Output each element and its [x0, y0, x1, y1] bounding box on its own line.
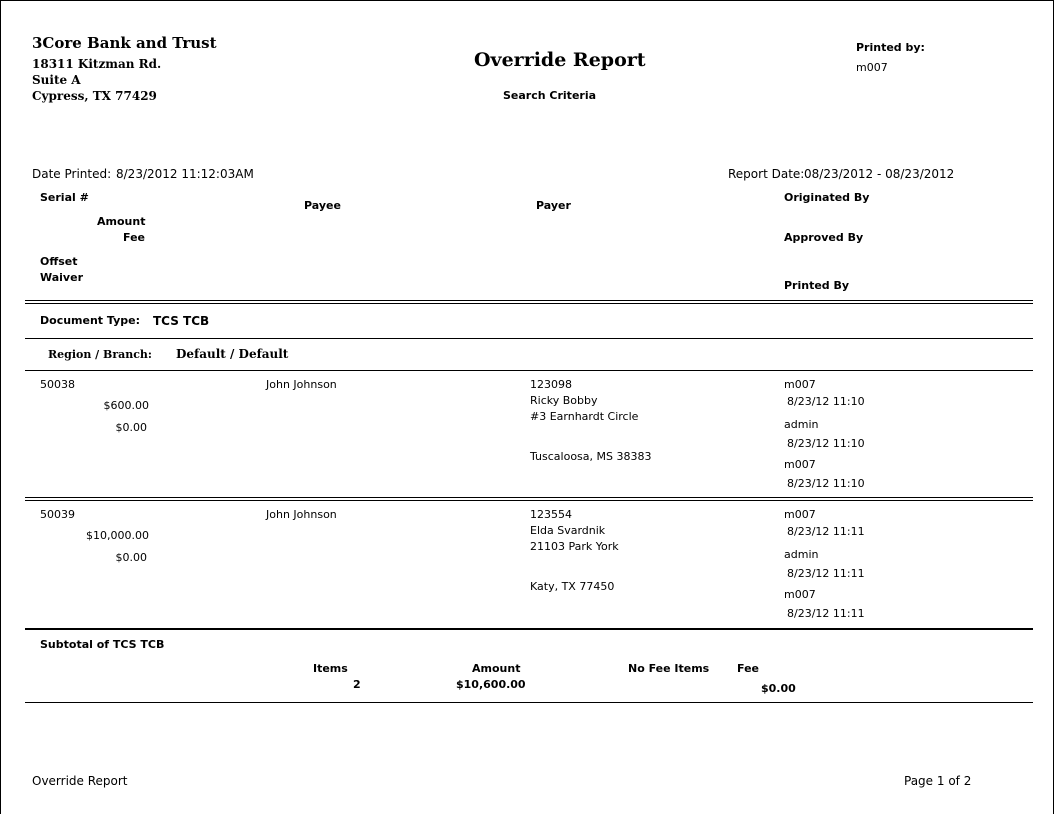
record-serial: 50038 [40, 378, 75, 391]
record-originated-by: m007 [784, 508, 816, 521]
record-divider-bottom [25, 500, 1033, 501]
header-divider-top [25, 300, 1033, 301]
bank-name: 3Core Bank and Trust [32, 34, 217, 52]
record-payee: John Johnson [266, 508, 337, 521]
record-fee: $0.00 [115, 551, 147, 564]
record-printed-by: m007 [784, 588, 816, 601]
bank-address-line1: 18311 Kitzman Rd. [32, 57, 162, 71]
date-printed-label: Date Printed: [32, 167, 112, 181]
subtotal-amount-label: Amount [472, 662, 521, 675]
header-divider-bottom [25, 303, 1033, 304]
report-title: Override Report [474, 49, 646, 71]
record-approved-by: admin [784, 548, 819, 561]
record-amount: $10,000.00 [86, 529, 149, 542]
col-fee: Fee [123, 231, 145, 244]
subtotal-label: Subtotal of TCS TCB [40, 638, 165, 651]
record-printed-by: m007 [784, 458, 816, 471]
col-approved-by: Approved By [784, 231, 864, 244]
record-approved-time: 8/23/12 11:11 [787, 567, 865, 580]
date-printed-value: 8/23/2012 11:12:03AM [116, 167, 254, 181]
col-payee: Payee [304, 199, 341, 212]
search-criteria-label: Search Criteria [503, 89, 597, 102]
printed-by-label: Printed by: [856, 41, 925, 54]
record-originated-time: 8/23/12 11:10 [787, 395, 865, 408]
record-approved-by: admin [784, 418, 819, 431]
record-payer-city: Katy, TX 77450 [530, 580, 615, 593]
footer-report-name: Override Report [32, 774, 128, 788]
report-date-label: Report Date: [728, 167, 805, 181]
subtotal-amount-value: $10,600.00 [456, 678, 526, 691]
col-payer: Payer [536, 199, 571, 212]
record-printed-time: 8/23/12 11:10 [787, 477, 865, 490]
record-payer-id: 123554 [530, 508, 572, 521]
subtotal-fee-label: Fee [737, 662, 759, 675]
col-waiver: Waiver [40, 271, 83, 284]
doc-type-divider [25, 338, 1033, 339]
record-fee: $0.00 [115, 421, 147, 434]
record-printed-time: 8/23/12 11:11 [787, 607, 865, 620]
region-value: Default / Default [176, 347, 289, 361]
subtotal-items-value: 2 [353, 678, 361, 691]
subtotal-fee-value: $0.00 [761, 682, 796, 695]
record-originated-by: m007 [784, 378, 816, 391]
col-originated-by: Originated By [784, 191, 870, 204]
region-divider [25, 370, 1033, 371]
doc-type-value: TCS TCB [153, 314, 210, 328]
col-printed-by: Printed By [784, 279, 850, 292]
record-payer-address: #3 Earnhardt Circle [530, 410, 639, 423]
record-payer-name: Elda Svardnik [530, 524, 606, 537]
col-amount: Amount [97, 215, 146, 228]
bank-address-line2: Suite A [32, 73, 81, 87]
region-label: Region / Branch: [48, 348, 152, 361]
record-payer-address: 21103 Park York [530, 540, 619, 553]
subtotal-items-label: Items [313, 662, 348, 675]
col-serial: Serial # [40, 191, 89, 204]
printed-by-value: m007 [856, 61, 888, 74]
subtotal-bottom-divider [25, 702, 1033, 703]
record-originated-time: 8/23/12 11:11 [787, 525, 865, 538]
record-amount: $600.00 [103, 399, 149, 412]
subtotal-no-fee-label: No Fee Items [628, 662, 710, 675]
record-payer-name: Ricky Bobby [530, 394, 598, 407]
col-offset: Offset [40, 255, 78, 268]
subtotal-divider [25, 628, 1033, 630]
bank-city: Cypress, TX 77429 [32, 89, 157, 103]
record-payee: John Johnson [266, 378, 337, 391]
record-approved-time: 8/23/12 11:10 [787, 437, 865, 450]
record-divider-top [25, 497, 1033, 498]
record-payer-city: Tuscaloosa, MS 38383 [530, 450, 652, 463]
record-serial: 50039 [40, 508, 75, 521]
doc-type-label: Document Type: [40, 314, 140, 327]
record-payer-id: 123098 [530, 378, 572, 391]
footer-page-number: Page 1 of 2 [904, 774, 972, 788]
report-date-value: 08/23/2012 - 08/23/2012 [804, 167, 955, 181]
